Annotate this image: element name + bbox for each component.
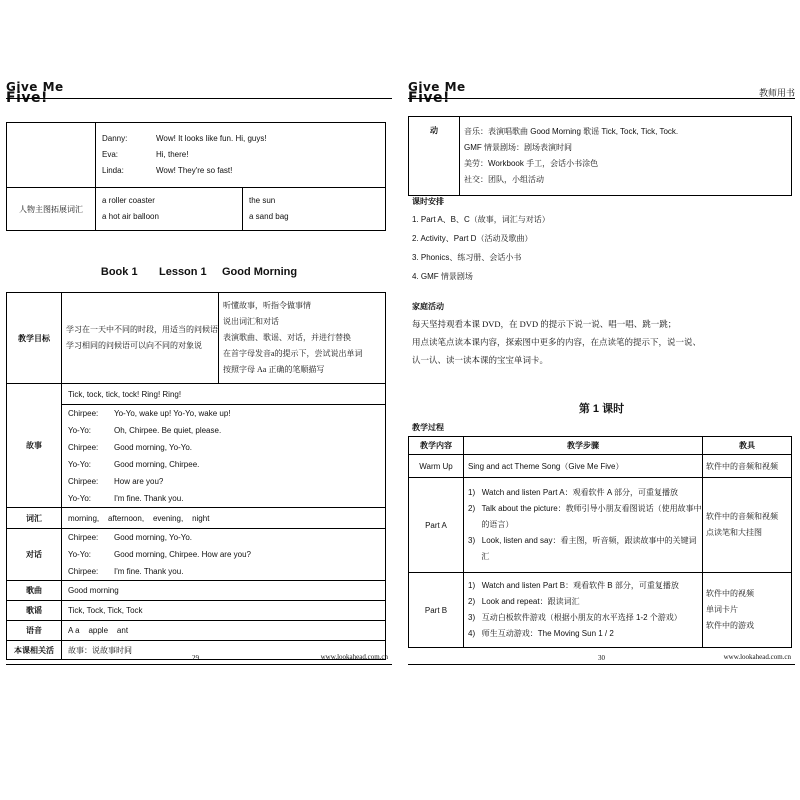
lesson-title: Book 1 Lesson 1 Good Morning xyxy=(100,266,298,278)
row-content: Warm Up xyxy=(409,455,464,478)
footer-rule xyxy=(408,664,795,665)
story-label: 故事 xyxy=(7,384,62,508)
process-heading: 教学过程 xyxy=(412,423,444,432)
page-number: 30 xyxy=(598,654,605,662)
activities-table xyxy=(408,116,792,196)
dialogue-line: Danny: Wow! It looks like fun. Hi, guys! xyxy=(102,134,267,143)
footer-url: www.lookahead.com.cn xyxy=(320,653,388,661)
schedule-item: 3. Phonics、练习册、会话小书 xyxy=(412,253,522,262)
story-line: Chirpee: Yo-Yo, wake up! Yo-Yo, wake up! xyxy=(68,409,231,418)
row-tool: 软件中的音频和视频 xyxy=(706,512,778,521)
footer-url: www.lookahead.com.cn xyxy=(723,653,791,661)
chant-label: 歌谣 xyxy=(7,601,62,621)
vocabulary-label: 词汇 xyxy=(7,508,62,529)
vocab-item: a sand bag xyxy=(249,212,289,221)
row-step: 汇 xyxy=(468,552,490,561)
story-line: Yo-Yo: Good morning, Chirpee. xyxy=(68,460,200,469)
schedule-item: 1. Part A、B、C（故事，词汇与对话） xyxy=(412,215,550,224)
page-number: 29 xyxy=(192,654,199,662)
vocab-label: 人物主图拓展词汇 xyxy=(7,188,96,231)
activity-line: 音乐：表演唱歌曲 Good Morning 歌谣 Tick, Tock, Tick, Tock. xyxy=(464,127,679,136)
row-step: 2) Talk about the picture：教师引导小朋友看图说话（使用故事中 xyxy=(468,504,702,513)
related-value: 故事：说故事时间 xyxy=(62,641,386,660)
story-line: Yo-Yo: Oh, Chirpee. Be quiet, please. xyxy=(68,426,222,435)
process-table xyxy=(408,436,792,648)
row-step: 1) Watch and listen Part A：观看软件 A 部分，可重复播放 xyxy=(468,488,678,497)
dialog-line: Yo-Yo: Good morning, Chirpee. How are you? xyxy=(68,550,251,559)
related-label: 本课相关活 xyxy=(7,641,62,660)
top-rule xyxy=(408,98,795,99)
vocabulary-word: morning, xyxy=(68,513,100,523)
dialogue-line: Eva: Hi, there! xyxy=(102,150,189,159)
col-header: 教学步骤 xyxy=(464,437,703,455)
activity-line: 美劳：Workbook 手工，会话小书涂色 xyxy=(464,159,599,168)
dialog-line: Chirpee: Good morning, Yo-Yo. xyxy=(68,533,192,542)
row-step: 的语言） xyxy=(468,520,514,529)
goal-line: 学习在一天中不同的时段，用适当的问候语 xyxy=(66,325,218,334)
home-heading: 家庭活动 xyxy=(412,302,444,311)
intro-table xyxy=(6,122,386,231)
teaching-goal-label: 教学目标 xyxy=(7,293,62,384)
row-tool: 单词卡片 xyxy=(706,605,738,614)
dialog-label: 对话 xyxy=(7,529,62,581)
row-content: Part A xyxy=(409,478,464,573)
schedule-heading: 课时安排 xyxy=(412,197,444,206)
col-header: 教具 xyxy=(703,437,792,455)
give-me-five-logo: Give Me Five! xyxy=(408,80,466,106)
goal-line: 说出词汇和对话 xyxy=(223,317,279,326)
home-line: 用点读笔点读本课内容，探索图中更多的内容，在点读笔的提示下，说一说、 xyxy=(412,337,702,347)
goal-line: 在首字母发音a的提示下，尝试说出单词 xyxy=(223,349,363,358)
story-line: Chirpee: Good morning, Yo-Yo. xyxy=(68,443,192,452)
activity-line: 社交：团队，小组活动 xyxy=(464,175,544,184)
top-rule xyxy=(6,98,392,99)
row-tool: 软件中的视频 xyxy=(706,589,754,598)
running-head: 教师用书 xyxy=(758,88,795,98)
right-page xyxy=(408,80,795,665)
lesson-table xyxy=(6,292,386,660)
schedule-item: 2. Activity、Part D（活动及歌曲） xyxy=(412,234,533,243)
story-line: Yo-Yo: I'm fine. Thank you. xyxy=(68,494,184,503)
dialog-line: Chirpee: I'm fine. Thank you. xyxy=(68,567,184,576)
give-me-five-logo: Give Me Five! xyxy=(6,80,64,106)
col-header: 教学内容 xyxy=(409,437,464,455)
activities-label: 动 xyxy=(409,117,460,196)
schedule-item: 4. GMF 情景剧场 xyxy=(412,272,473,281)
row-tool: 软件中的音频和视频 xyxy=(703,455,792,478)
row-tool: 软件中的游戏 xyxy=(706,621,754,630)
row-step: 1) Watch and listen Part B：观看软件 B 部分，可重复播放 xyxy=(468,581,679,590)
row-step: 2) Look and repeat：跟读词汇 xyxy=(468,597,580,606)
song-label: 歌曲 xyxy=(7,581,62,601)
dialogue-line: Linda: Wow! They're so fast! xyxy=(102,166,233,175)
home-line: 每天坚持观看本课 DVD，在 DVD 的提示下说一说、唱一唱、跳一跳； xyxy=(412,319,677,329)
goal-line: 学习相同的问候语可以向不同的对象说 xyxy=(66,341,202,350)
row-step: 3) Look, listen and say：看主图，听音频，跟读故事中的关键词 xyxy=(468,536,697,545)
phonics-value: A a apple ant xyxy=(62,621,386,641)
chant-value: Tick, Tock, Tick, Tock xyxy=(62,601,386,621)
goal-line: 按照字母 Aa 正确的笔顺描写 xyxy=(223,365,325,374)
phonics-label: 语音 xyxy=(7,621,62,641)
footer-rule xyxy=(6,664,392,665)
row-tool: 点读笔和大挂图 xyxy=(706,528,762,537)
row-step: 4) 师生互动游戏：The Moving Sun 1 / 2 xyxy=(468,629,614,638)
vocabulary-word: afternoon, xyxy=(108,513,145,523)
song-value: Good morning xyxy=(62,581,386,601)
vocab-item: a hot air balloon xyxy=(102,212,159,221)
goal-line: 表演歌曲、歌谣、对话，并进行替换 xyxy=(223,333,351,342)
left-page xyxy=(6,80,392,665)
home-line: 认一认、读一读本课的宝宝单词卡。 xyxy=(412,355,549,365)
story-line: Chirpee: How are you? xyxy=(68,477,164,486)
vocabulary-word: evening, xyxy=(152,513,184,523)
row-step: 3) 互动白板软件游戏（根据小朋友的水平选择 1-2 个游戏） xyxy=(468,613,682,622)
lesson-heading: 第 1 课时 xyxy=(578,403,625,415)
vocab-item: the sun xyxy=(249,196,276,205)
activity-line: GMF 情景剧场：剧场表演时间 xyxy=(464,143,572,152)
goal-line: 听懂故事，听指令做事情 xyxy=(223,301,311,310)
row-content: Part B xyxy=(409,573,464,648)
vocabulary-word: night xyxy=(192,513,210,523)
row-step: Sing and act Theme Song（Give Me Five） xyxy=(464,455,703,478)
vocab-item: a roller coaster xyxy=(102,196,155,205)
story-intro: Tick, tock, tick, tock! Ring! Ring! xyxy=(62,384,386,405)
